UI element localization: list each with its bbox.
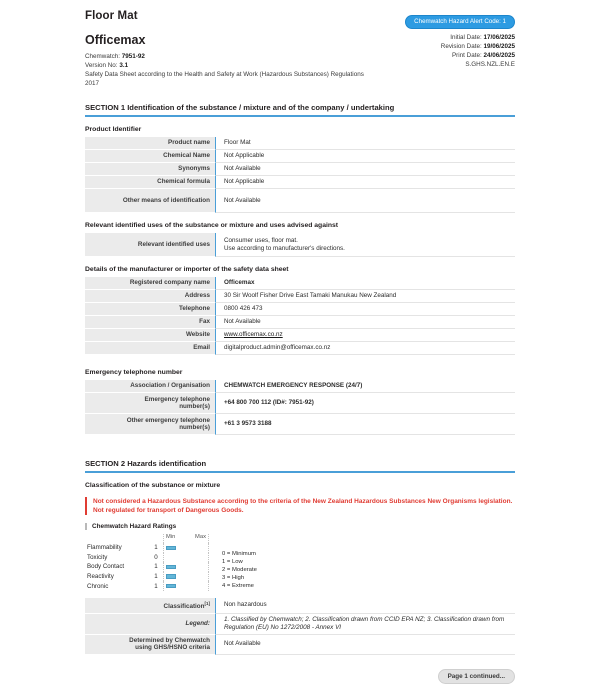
print-date-label: Print Date: <box>451 52 482 59</box>
row-label: Email <box>85 342 215 355</box>
row-value: +61 3 9573 3188 <box>215 414 515 435</box>
section-2-header: SECTION 2 Hazards identification <box>85 459 515 473</box>
row-value: Not Applicable <box>215 176 515 189</box>
rating-label: Toxicity <box>87 553 108 561</box>
use-line: Use according to manufacturer's directions. <box>224 244 345 252</box>
company-name: Officemax <box>85 33 146 47</box>
sds-document-page <box>85 0 515 684</box>
relevant-uses-title: Relevant identified uses of the substance or mixture and uses advised against <box>85 222 339 229</box>
row-label: Other means of identification <box>85 189 215 213</box>
table-row <box>85 414 515 435</box>
table-row <box>85 316 515 329</box>
product-identifier-title: Product Identifier <box>85 126 142 133</box>
table-row <box>85 233 515 257</box>
version-value: 3.1 <box>119 62 129 69</box>
page-footer <box>85 665 515 684</box>
rating-row <box>87 581 213 591</box>
table-row <box>85 342 515 355</box>
rating-value: 1 <box>154 582 158 590</box>
row-value <box>215 233 515 257</box>
rating-row <box>87 553 213 563</box>
revision-date <box>365 42 515 51</box>
max-label: Max <box>195 534 206 540</box>
row-label: Determined by Chemwatch using GHS/HSNO criteria <box>85 635 215 655</box>
print-date-value: 24/06/2025 <box>483 52 515 59</box>
website-link[interactable]: www.officemax.co.nz <box>224 331 283 338</box>
row-value: Not Available <box>215 316 515 329</box>
rating-bar <box>163 553 209 563</box>
revision-date-value: 19/06/2025 <box>483 43 515 50</box>
row-value: Floor Mat <box>215 137 515 150</box>
table-row <box>85 598 515 614</box>
table-row <box>85 150 515 163</box>
row-value: 0800 426 473 <box>215 303 515 316</box>
row-label: Relevant identified uses <box>85 233 215 257</box>
emergency-table <box>85 380 515 435</box>
rating-label: Chronic <box>87 582 109 590</box>
product-identifier-table <box>85 137 515 213</box>
rating-label: Flammability <box>87 544 122 552</box>
table-row <box>85 329 515 342</box>
table-row <box>85 393 515 414</box>
legend-item: 4 = Extreme <box>222 582 254 589</box>
rating-bar <box>163 581 209 591</box>
version-label: Version No: <box>85 62 118 69</box>
legend-item: 3 = High <box>222 574 245 581</box>
row-label: Product name <box>85 137 215 150</box>
section-1-header: SECTION 1 Identification of the substance / mixture and of the company / undertaking <box>85 103 515 117</box>
chemwatch-value: 7951-92 <box>121 53 145 60</box>
classification-table <box>85 598 515 655</box>
chemwatch-hazard-ratings-title: Chemwatch Hazard Ratings <box>85 523 515 530</box>
document-header <box>85 10 515 88</box>
table-row <box>85 176 515 189</box>
row-label: Registered company name <box>85 277 215 290</box>
emergency-title: Emergency telephone number <box>85 369 183 376</box>
row-value: +64 800 700 112 (ID#: 7951-92) <box>215 393 515 414</box>
page-continued-badge: Page 1 continued... <box>438 669 515 684</box>
legend-item: 0 = Minimum <box>222 550 256 557</box>
row-value: Not Available <box>215 189 515 213</box>
classification-footnote-marker: [1] <box>204 600 210 606</box>
row-label: Website <box>85 329 215 342</box>
table-row <box>85 137 515 150</box>
row-value: 1. Classified by Chemwatch; 2. Classification drawn from CCID EPA NZ; 3. Classification drawn from Regulation (EU) No 1272/2008 - Annex VI <box>215 614 515 635</box>
classification-title: Classification of the substance or mixture <box>85 482 221 489</box>
row-value: Officemax <box>215 277 515 290</box>
initial-date-value: 17/06/2025 <box>483 34 515 41</box>
rating-value: 0 <box>154 553 158 561</box>
manufacturer-title: Details of the manufacturer or importer of the safety data sheet <box>85 266 289 273</box>
row-value: digitalproduct.admin@officemax.co.nz <box>215 342 515 355</box>
row-label: Classification[1] <box>85 598 215 614</box>
table-row <box>85 614 515 635</box>
relevant-uses-table <box>85 233 515 257</box>
rating-label: Body Contact <box>87 563 125 571</box>
table-row <box>85 277 515 290</box>
row-value: Non hazardous <box>215 598 515 614</box>
rating-value: 1 <box>154 573 158 581</box>
manufacturer-table <box>85 277 515 355</box>
rating-row <box>87 572 213 582</box>
row-label: Other emergency telephone number(s) <box>85 414 215 435</box>
row-label: Fax <box>85 316 215 329</box>
hazard-ratings-chart <box>87 534 515 591</box>
row-label: Chemical Name <box>85 150 215 163</box>
hazard-alert-code-badge: Chemwatch Hazard Alert Code: 1 <box>405 15 515 29</box>
row-value: CHEMWATCH EMERGENCY RESPONSE (24/7) <box>215 380 515 393</box>
legend-item: 1 = Low <box>222 558 243 565</box>
chemwatch-number <box>85 52 365 61</box>
min-label: Min <box>166 534 176 540</box>
table-row <box>85 189 515 213</box>
initial-date <box>365 33 515 42</box>
hazard-warning-text: Not considered a Hazardous Substance according to the criteria of the New Zealand Hazardous Substances New Organisms legislation. Not regulated for transport of Dangerous Goods. <box>85 497 515 515</box>
chemwatch-label: Chemwatch: <box>85 53 120 60</box>
ghs-code: S.GHS.NZL.EN.E <box>465 61 515 68</box>
table-row <box>85 303 515 316</box>
version-number <box>85 61 365 70</box>
revision-date-label: Revision Date: <box>440 43 482 50</box>
table-row <box>85 290 515 303</box>
legend-item: 2 = Moderate <box>222 566 257 573</box>
row-value <box>215 329 515 342</box>
row-value: 30 Sir Woolf Fisher Drive East Tamaki Manukau New Zealand <box>215 290 515 303</box>
rating-bar <box>163 572 209 582</box>
rating-label: Reactivity <box>87 573 114 581</box>
row-label: Legend: <box>85 614 215 635</box>
ratings-scale-legend <box>222 550 257 591</box>
use-line: Consumer uses, floor mat. <box>224 236 298 244</box>
row-label: Address <box>85 290 215 303</box>
print-date <box>365 51 515 60</box>
rating-row <box>87 543 213 553</box>
initial-date-label: Initial Date: <box>450 34 482 41</box>
sds-regulation-note: Safety Data Sheet according to the Health and Safety at Work (Hazardous Substances) Regulations 2017 <box>85 71 364 87</box>
table-row <box>85 635 515 655</box>
row-label: Chemical formula <box>85 176 215 189</box>
table-row <box>85 163 515 176</box>
row-value: Not Available <box>215 163 515 176</box>
ratings-scale-header <box>87 534 213 543</box>
product-title: Floor Mat <box>85 10 138 22</box>
row-value: Not Available <box>215 635 515 655</box>
row-label: Emergency telephone number(s) <box>85 393 215 414</box>
rating-value: 1 <box>154 563 158 571</box>
rating-value: 1 <box>154 544 158 552</box>
row-label: Association / Organisation <box>85 380 215 393</box>
rating-bar <box>163 543 209 553</box>
row-value: Not Applicable <box>215 150 515 163</box>
row-label: Synonyms <box>85 163 215 176</box>
row-label: Telephone <box>85 303 215 316</box>
rating-bar <box>163 562 209 572</box>
table-row <box>85 380 515 393</box>
rating-row <box>87 562 213 572</box>
